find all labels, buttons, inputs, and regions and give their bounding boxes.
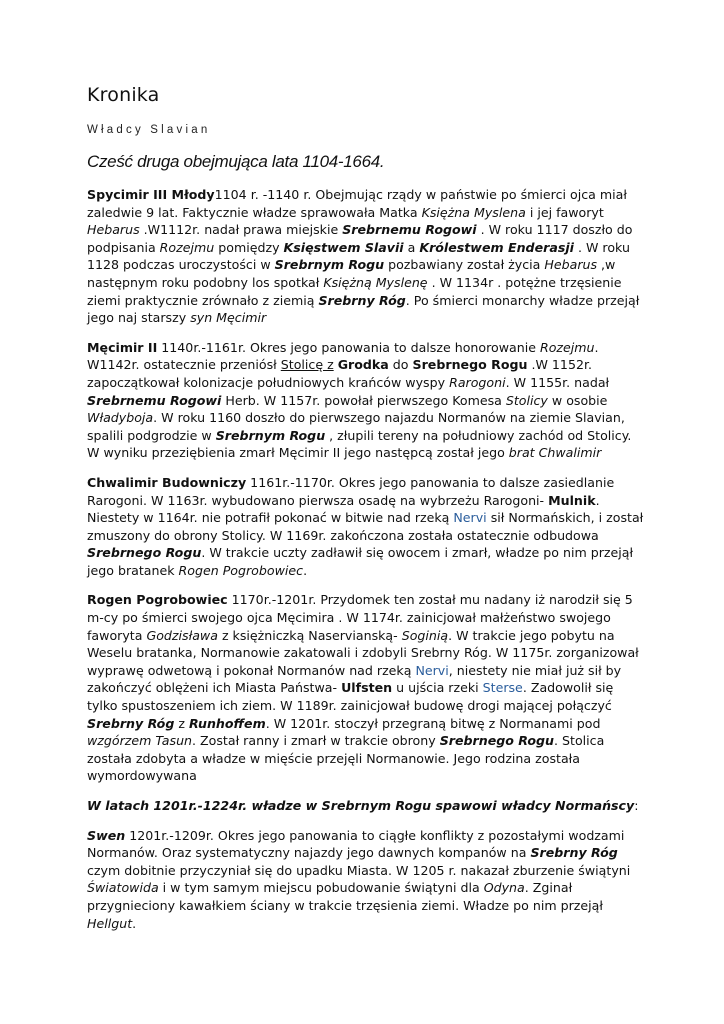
chronicle-paragraph (87, 339, 647, 462)
chronicle-body (87, 186, 647, 932)
text-run: Mulnik (548, 492, 596, 508)
section-title: Cześć druga obejmująca lata 1104-1664. (87, 152, 385, 171)
text-run: brat Chwalimir (508, 445, 602, 461)
text-run: Swen (87, 827, 126, 843)
river-name: Sterse (482, 680, 523, 696)
text-run: u ujścia rzeki (392, 680, 483, 696)
text-run: 1170r.-1201r. Przydomek ten został mu nadany iż narodził się 5 m-cy po śmierci swojego ojca Męcimira . W 1174r. zainicjował małżeństwo swojego faworyta (87, 592, 633, 643)
text-run: do (388, 357, 413, 373)
text-run: . W roku 1117 doszło do podpisania (87, 222, 633, 255)
text-run: . W trakcie uczty zadławił się owocem i zmarł, władze po nim przejął jego bratanek (87, 545, 634, 578)
text-run: Grodka (337, 357, 389, 373)
text-run: .W 1152r. zapoczątkował kolonizacje południowych krańców wyspy (87, 357, 592, 390)
document-title: Kronika (87, 84, 160, 106)
text-run: Światowida (87, 880, 159, 896)
text-run: . (303, 562, 308, 578)
text-run: Srebrnego Rogu (412, 357, 528, 373)
text-run: wzgórzem Tasun (87, 733, 193, 749)
text-run: z księżniczką Naservianską- (217, 627, 402, 643)
text-run: . W1142r. ostatecznie przeniósł (87, 339, 599, 373)
text-run: Srebrny Róg (87, 715, 175, 731)
text-run: Runhoffem (188, 715, 266, 731)
text-run: Władyboja (87, 410, 154, 426)
text-run: Rozejmu (539, 339, 595, 355)
text-run: Stolicę z (280, 357, 334, 373)
text-run: Męcimir II (87, 339, 158, 355)
text-run: . W 1155r. nadał (505, 374, 610, 390)
text-run: Srebrnego Rogu (439, 733, 555, 749)
text-run: Królestwem Enderasji (419, 239, 574, 255)
text-run: Chwalimir Budowniczy (87, 474, 247, 490)
text-run: z (174, 715, 189, 731)
text-run: Spycimir III Młody (87, 187, 215, 202)
text-run: Księstwem Slavii (283, 239, 404, 255)
text-run: Srebrny Róg (530, 845, 618, 861)
text-run: . W trakcie jego pobytu na Weselu bratanka, Normanowie zakatowali i zdobyli Srebrny Róg. W 1175r. zorganizował wyprawę odwetową i pokonał Normanów nad rzeką (87, 627, 639, 678)
text-run: . Niestety w 1164r. nie potrafił pokonać w bitwie nad rzeką (87, 492, 600, 526)
chronicle-paragraph (87, 591, 647, 785)
text-run: , złupili tereny na południowy zachód od Stolicy. W wyniku przeziębienia zmarł Męcimir II jego następcą został jego (87, 427, 632, 461)
text-run: . Został ranny i zmarł w trakcie obrony (192, 733, 440, 749)
text-run: Godzisława (146, 627, 218, 643)
text-run: pomiędzy (214, 239, 284, 255)
text-run: 1161r.-1170r. Okres jego panowania to dalsze zasiedlanie Rarogoni. W 1163r. wybudowano pierwsza osadę na wybrzeżu Rarogoni- (87, 474, 615, 508)
text-run: . Stolica została zdobyta a władze w mięście przejęli Normanowie. Jego rodzina została wymordowywana (87, 733, 605, 784)
document-page (87, 84, 647, 944)
text-run: . Zginał przygnieciony kawałkiem ściany w trakcie trzęsienia ziemi. Władze po nim przejął (87, 880, 603, 913)
text-run: Srebrnym Rogu (274, 257, 385, 273)
text-run: syn Męcimir (190, 310, 267, 326)
text-run: ,w następnym roku podobny los spotkał (87, 257, 616, 290)
text-run: Księżną Myslenę (323, 274, 428, 290)
text-run: Hellgut (87, 915, 133, 931)
text-run: Srebrny Róg (318, 292, 406, 308)
text-run: .W1112r. nadał prawa miejskie (139, 222, 343, 238)
text-run: Srebrnemu Rogowi (87, 392, 222, 408)
text-run: pozbawiany został życia (384, 257, 545, 273)
text-run: Odyna (483, 880, 525, 896)
period-heading (87, 797, 647, 815)
text-run: 1201r.-1209r. Okres jego panowania to ciągłe konflikty z pozostałymi wodzami Normanów. Oraz systematyczny najazdy jego dawnych kompanów na (87, 827, 625, 861)
text-run: . W roku 1160 doszło do pierwszego najazdu Normanów na ziemie Slavian, spalili podgrodzie w (87, 410, 625, 443)
text-run: Księżna Myslena (421, 204, 526, 220)
text-run: . W 1134r . potężne trzęsienie ziemi praktycznie zrównało z ziemią (87, 274, 622, 308)
text-run: . Po śmierci monarchy władze przejął jego naj starszy (87, 292, 640, 326)
text-run: . W roku 1128 podczas uroczystości w (87, 239, 630, 273)
text-run: . W 1201r. stoczył przegraną bitwę z Normanami pod (265, 715, 601, 731)
text-run: w osobie (547, 392, 608, 408)
text-run: czym dobitnie przyczyniał się do upadku Miasta. W 1205 r. nakazał zburzenie świątyni (87, 862, 631, 878)
text-run: Stolicy (505, 392, 548, 408)
text-run: . (132, 915, 137, 931)
text-run: , niestety nie miał już sił by zakończyć oblężeni ich Miasta Państwa- (87, 662, 622, 696)
text-run: Soginią (401, 627, 449, 643)
chronicle-paragraph (87, 186, 647, 327)
document-subtitle: Władcy Slavian (87, 124, 211, 136)
text-run: W latach 1201r.-1224r. władze w Srebrnym Rogu spawowi władcy Normańscy (87, 798, 635, 813)
text-run: 1104 r. -1140 r. Obejmując rządy w państwie po śmierci ojca miał zaledwie 9 lat. Faktycznie władze sprawowała Matka (87, 187, 627, 220)
text-run: Srebrnemu Rogowi (342, 222, 477, 238)
text-run: . Zadowolił się tylko spustoszeniem ich ziem. W 1189r. zainicjował budowę drogi mającej połączyć (87, 680, 614, 714)
chronicle-paragraph (87, 474, 647, 580)
text-run: Hebarus (87, 222, 140, 238)
text-run: Ulfsten (341, 680, 393, 696)
river-name: Nervi (415, 662, 449, 678)
text-run: Rozejmu (159, 239, 215, 255)
text-run: Srebrnego Rogu (87, 545, 202, 561)
text-run: i jej faworyt (525, 204, 604, 220)
text-run: Rogen Pogrobowiec (178, 562, 304, 578)
river-name: Nervi (453, 510, 487, 526)
text-run: a (403, 239, 420, 255)
text-run: i w tym samym miejscu pobudowanie świątyni dla (158, 880, 484, 896)
text-run: Herb. W 1157r. powołał pierwszego Komesa (221, 392, 506, 408)
text-run: Rogen Pogrobowiec (87, 592, 228, 608)
text-run: 1140r.-1161r. Okres jego panowania to dalsze honorowanie (157, 339, 540, 355)
text-run: Srebrnym Rogu (215, 427, 326, 443)
text-run: Rarogoni (449, 374, 506, 390)
text-run: sił Normańskich, i został zmuszony do obrony Stolicy. W 1169r. zakończona została ostatecznie odbudowa (87, 510, 644, 543)
text-run: Hebarus (544, 257, 598, 273)
chronicle-paragraph (87, 827, 647, 933)
text-run: : (634, 798, 639, 813)
